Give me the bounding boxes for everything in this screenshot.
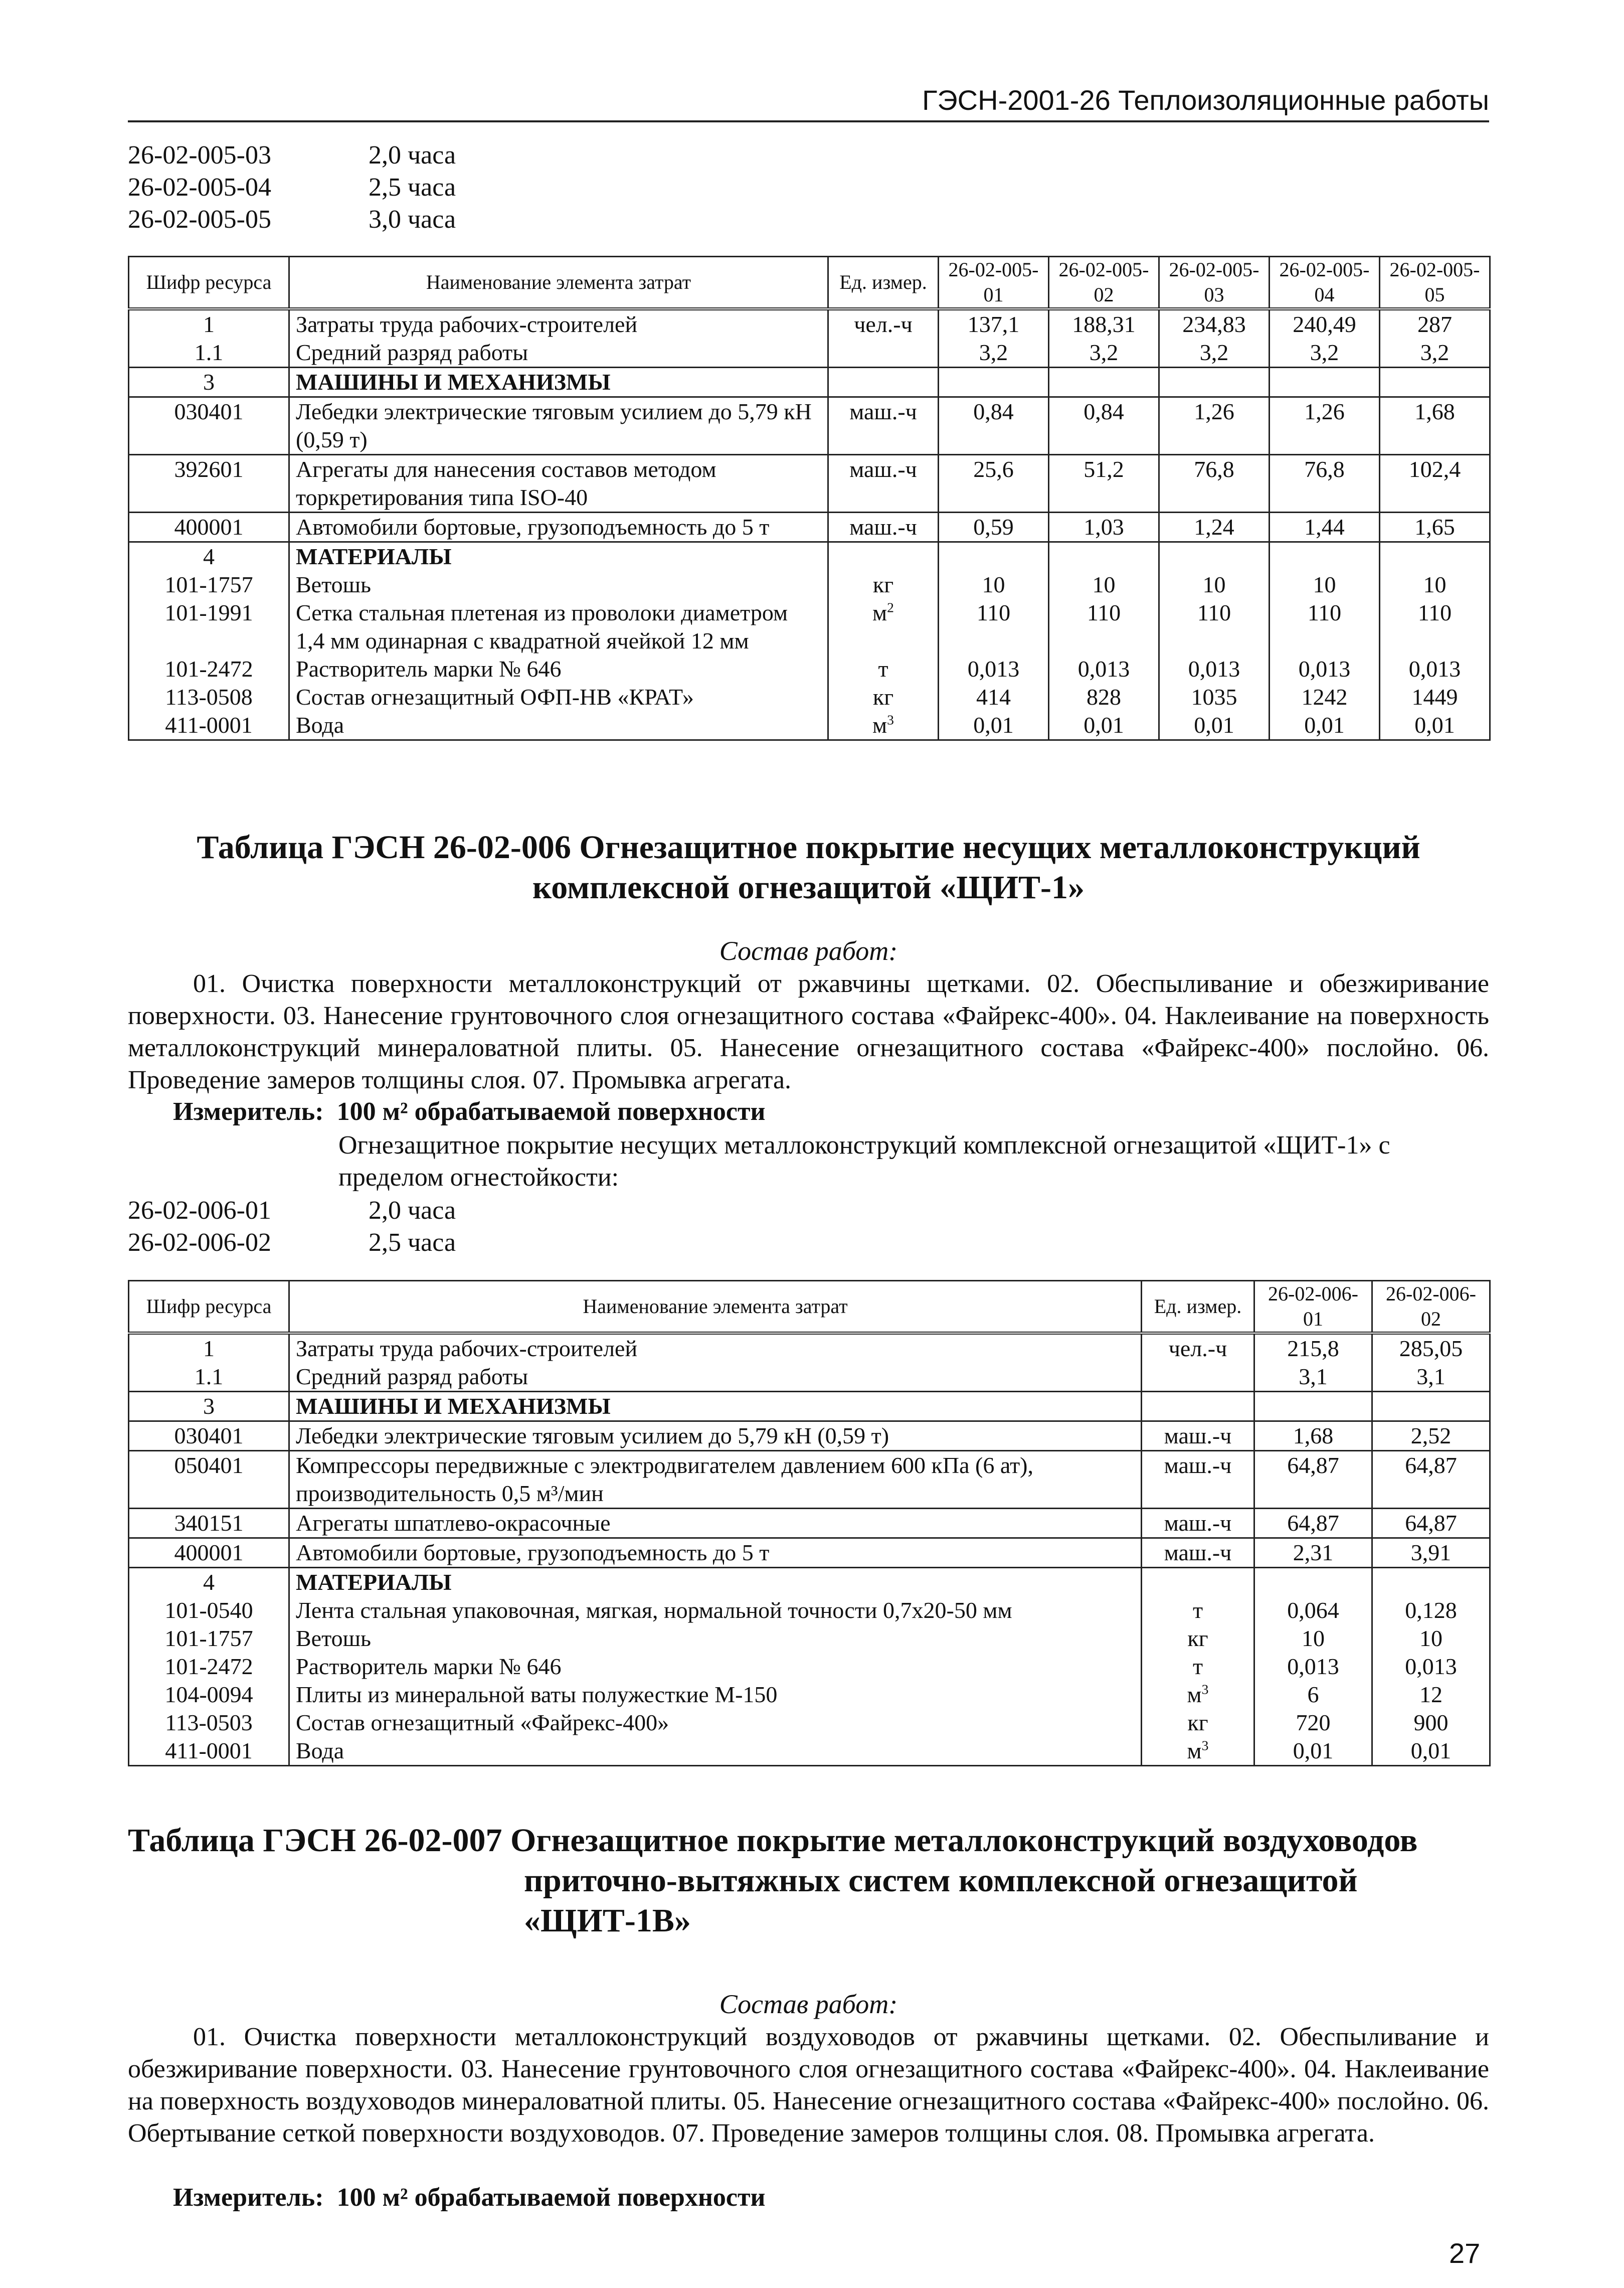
resource-code: 101-1757 (129, 571, 289, 599)
resource-code: 3 (129, 368, 289, 397)
table-row (129, 1451, 1490, 1509)
resource-unit: маш.-ч (1142, 1538, 1254, 1568)
resource-code: 113-0503 (129, 1709, 289, 1737)
resource-value: 1,68 (1380, 397, 1490, 455)
resource-value: 215,8 (1254, 1333, 1372, 1363)
table-body (129, 1333, 1490, 1766)
measure-value: 100 м² обрабатываемой поверхности (336, 1097, 766, 1126)
resource-table-26-02-005 (128, 256, 1491, 741)
resource-name: МАТЕРИАЛЫ (289, 1568, 1142, 1597)
sostav-text: 01. Очистка поверхности металлоконструкций от ржавчины щетками. 02. Обеспыливание и обезжиривание поверхности. 03. Нанесение грунтовочного слоя огнезащитного состава «Файрекс-400». 04. Наклеивание на поверхность металлоконструкций минераловатной плиты. 05. Нанесение огнезащитного состава «Файрекс-400» послойно. 06. Проведение замеров толщины слоя. 07. Промывка агрегата. (128, 969, 1489, 1094)
resource-value (1380, 368, 1490, 397)
resource-value: 110 (1159, 599, 1270, 655)
col-header: Шифр ресурса (129, 257, 289, 309)
col-header: Наименование элемента затрат (289, 257, 828, 309)
resource-code: 101-2472 (129, 655, 289, 683)
resource-code: 113-0508 (129, 683, 289, 711)
resource-code: 104-0094 (129, 1681, 289, 1709)
col-header: Наименование элемента затрат (289, 1281, 1142, 1334)
col-header: 26-02-005-05 (1380, 257, 1490, 309)
col-header: 26-02-006-01 (1254, 1281, 1372, 1334)
resource-code: 050401 (129, 1451, 289, 1509)
resource-value (1270, 368, 1380, 397)
resource-unit: чел.-ч (828, 309, 939, 339)
resource-unit: т (1142, 1596, 1254, 1624)
table-row (129, 309, 1490, 339)
table-row (129, 513, 1490, 542)
resource-value: 1,44 (1270, 513, 1380, 542)
resource-value: 0,84 (1049, 397, 1159, 455)
resource-value: 110 (1270, 599, 1380, 655)
measure-label: Измеритель: (173, 1097, 324, 1126)
resource-value: 2,52 (1372, 1421, 1490, 1451)
resource-code: 392601 (129, 455, 289, 513)
page-number: 27 (1449, 2237, 1481, 2269)
resource-value: 110 (939, 599, 1049, 655)
resource-unit (828, 542, 939, 571)
resource-name: Автомобили бортовые, грузоподъемность до 5 т (289, 1538, 1142, 1568)
table-row (129, 655, 1490, 683)
resource-value: 1449 (1380, 683, 1490, 711)
table-description: Огнезащитное покрытие несущих металлоконструкций комплексной огнезащитой «ЩИТ-1» с пределом огнестойкости: (338, 1131, 1390, 1192)
resource-unit: $м^3$ (1142, 1681, 1254, 1709)
table-row (129, 339, 1490, 368)
col-header: Ед. измер. (828, 257, 939, 309)
resource-unit: кг (1142, 1709, 1254, 1737)
resource-value: 234,83 (1159, 309, 1270, 339)
table-title-26-02-007: Таблица ГЭСН 26-02-007 Огнезащитное покрытие металлоконструкций воздуховодов (128, 1822, 1418, 1859)
resource-value (939, 542, 1049, 571)
table-row (129, 1421, 1490, 1451)
resource-unit (828, 339, 939, 368)
resource-value (1159, 368, 1270, 397)
resource-unit: маш.-ч (828, 455, 939, 513)
resource-value: 0,013 (1380, 655, 1490, 683)
resource-value: 1,68 (1254, 1421, 1372, 1451)
table-title-26-02-006: Таблица ГЭСН 26-02-006 Огнезащитное покрытие несущих металлоконструкций комплексной огнезащитой «ЩИТ-1» (197, 829, 1420, 906)
resource-unit: кг (1142, 1624, 1254, 1653)
resource-unit (1142, 1363, 1254, 1392)
resource-unit: т (828, 655, 939, 683)
resource-name: Вода (289, 1737, 1142, 1766)
resource-name: Плиты из минеральной ваты полужесткие М-150 (289, 1681, 1142, 1709)
resource-name: МАШИНЫ И МЕХАНИЗМЫ (289, 1392, 1142, 1421)
resource-code: 030401 (129, 397, 289, 455)
resource-code: 101-2472 (129, 1653, 289, 1681)
resource-name: Агрегаты шпатлево-окрасочные (289, 1509, 1142, 1538)
resource-value: 240,49 (1270, 309, 1380, 339)
table-row (129, 1596, 1490, 1624)
resource-unit: $м^3$ (828, 711, 939, 740)
resource-value: 0,013 (1270, 655, 1380, 683)
resource-value: 12 (1372, 1681, 1490, 1709)
resource-value: 64,87 (1372, 1451, 1490, 1509)
resource-code: 400001 (129, 513, 289, 542)
resource-name: МАШИНЫ И МЕХАНИЗМЫ (289, 368, 828, 397)
resource-value: 828 (1049, 683, 1159, 711)
resource-value: 0,013 (1159, 655, 1270, 683)
resource-name: Ветошь (289, 1624, 1142, 1653)
resource-value: 110 (1380, 599, 1490, 655)
table-title-line3: «ЩИТ-1В» (524, 1902, 691, 1939)
col-header: Шифр ресурса (129, 1281, 289, 1334)
resource-value: 188,31 (1049, 309, 1159, 339)
resource-value: 76,8 (1159, 455, 1270, 513)
table-row (129, 1737, 1490, 1766)
resource-code: 101-1991 (129, 599, 289, 655)
resource-value: 102,4 (1380, 455, 1490, 513)
resource-value: 285,05 (1372, 1333, 1490, 1363)
resource-name: Растворитель марки № 646 (289, 655, 828, 683)
resource-code: 1 (129, 1333, 289, 1363)
table-row (129, 1653, 1490, 1681)
resource-value: 1,24 (1159, 513, 1270, 542)
table-row (129, 1568, 1490, 1597)
resource-value (1254, 1568, 1372, 1597)
resource-value: 51,2 (1049, 455, 1159, 513)
resource-value: 3,1 (1372, 1363, 1490, 1392)
resource-code: 340151 (129, 1509, 289, 1538)
resource-code: 030401 (129, 1421, 289, 1451)
resource-value (1049, 542, 1159, 571)
resource-value: 0,013 (1254, 1653, 1372, 1681)
resource-value: 0,01 (1254, 1737, 1372, 1766)
resource-value: 10 (1372, 1624, 1490, 1653)
resource-unit: маш.-ч (1142, 1509, 1254, 1538)
resource-unit: $м^2$ (828, 599, 939, 655)
resource-table-26-02-006 (128, 1280, 1491, 1766)
sostav-label: Состав работ: (719, 1989, 898, 2019)
resource-value: 3,2 (939, 339, 1049, 368)
resource-name: Состав огнезащитный ОФП-НВ «КРАТ» (289, 683, 828, 711)
resource-unit: кг (828, 571, 939, 599)
resource-unit (828, 368, 939, 397)
resource-value (1049, 368, 1159, 397)
resource-unit: маш.-ч (828, 513, 939, 542)
resource-code: 4 (129, 1568, 289, 1597)
col-header: Ед. измер. (1142, 1281, 1254, 1334)
resource-value: 0,128 (1372, 1596, 1490, 1624)
resource-value (1372, 1392, 1490, 1421)
table-row (129, 571, 1490, 599)
resource-name: Затраты труда рабочих-строителей (289, 1333, 1142, 1363)
resource-value: 64,87 (1254, 1509, 1372, 1538)
table-row (129, 368, 1490, 397)
resource-name: Затраты труда рабочих-строителей (289, 309, 828, 339)
param-row: 26-02-006-01 2,0 часа (128, 1196, 456, 1225)
resource-code: 400001 (129, 1538, 289, 1568)
resource-value: 0,013 (939, 655, 1049, 683)
resource-value (1372, 1568, 1490, 1597)
resource-unit: кг (828, 683, 939, 711)
resource-value: 0,59 (939, 513, 1049, 542)
resource-value: 76,8 (1270, 455, 1380, 513)
resource-code: 1 (129, 309, 289, 339)
resource-value: 64,87 (1372, 1509, 1490, 1538)
resource-name: Сетка стальная плетеная из проволоки диаметром 1,4 мм одинарная с квадратной ячейкой 12 мм (289, 599, 828, 655)
resource-code: 4 (129, 542, 289, 571)
resource-value: 1035 (1159, 683, 1270, 711)
resource-value: 720 (1254, 1709, 1372, 1737)
table-row (129, 397, 1490, 455)
resource-value: 0,01 (1380, 711, 1490, 740)
resource-unit: маш.-ч (828, 397, 939, 455)
resource-name: Лента стальная упаковочная, мягкая, нормальной точности 0,7х20-50 мм (289, 1596, 1142, 1624)
table-row (129, 1392, 1490, 1421)
table-row (129, 455, 1490, 513)
table-row (129, 1333, 1490, 1363)
resource-code: 101-1757 (129, 1624, 289, 1653)
col-header: 26-02-005-03 (1159, 257, 1270, 309)
resource-value (939, 368, 1049, 397)
resource-unit: $м^3$ (1142, 1737, 1254, 1766)
col-header: 26-02-005-01 (939, 257, 1049, 309)
table-row (129, 1709, 1490, 1737)
sostav-text: 01. Очистка поверхности металлоконструкций воздуховодов от ржавчины щетками. 02. Обеспыливание и обезжиривание поверхности. 03. Нанесение грунтовочного слоя огнезащитного состава «Файрекс-400». 04. Наклеивание на поверхность воздуховодов минераловатной плиты. 05. Нанесение огнезащитного состава «Файрекс-400» послойно. 06. Обертывание сеткой поверхности воздуховодов. 07. Проведение замеров толщины слоя. 08. Промывка агрегата. (128, 2023, 1489, 2148)
resource-code: 1.1 (129, 339, 289, 368)
top-params (128, 139, 456, 236)
resource-value: 0,01 (1270, 711, 1380, 740)
resource-code: 101-0540 (129, 1596, 289, 1624)
resource-name: Агрегаты для нанесения составов методом торкретирования типа ISO-40 (289, 455, 828, 513)
col-header: 26-02-005-04 (1270, 257, 1380, 309)
table-row (129, 599, 1490, 655)
resource-value: 0,01 (1159, 711, 1270, 740)
resource-value: 25,6 (939, 455, 1049, 513)
resource-name: Автомобили бортовые, грузоподъемность до 5 т (289, 513, 828, 542)
resource-name: Средний разряд работы (289, 1363, 1142, 1392)
resource-value: 1,03 (1049, 513, 1159, 542)
resource-name: Состав огнезащитный «Файрекс-400» (289, 1709, 1142, 1737)
resource-value: 287 (1380, 309, 1490, 339)
resource-value: 3,91 (1372, 1538, 1490, 1568)
resource-code: 411-0001 (129, 1737, 289, 1766)
resource-value: 900 (1372, 1709, 1490, 1737)
resource-value: 10 (1049, 571, 1159, 599)
resource-value: 10 (1380, 571, 1490, 599)
resource-unit: маш.-ч (1142, 1451, 1254, 1509)
resource-value: 0,013 (1049, 655, 1159, 683)
table-row (129, 542, 1490, 571)
resource-unit (1142, 1392, 1254, 1421)
resource-unit (1142, 1568, 1254, 1597)
resource-value: 64,87 (1254, 1451, 1372, 1509)
resource-code: 3 (129, 1392, 289, 1421)
resource-value (1254, 1392, 1372, 1421)
header-title: ГЭСН-2001-26 Теплоизоляционные работы (922, 84, 1489, 116)
resource-value: 110 (1049, 599, 1159, 655)
resource-value: 2,31 (1254, 1538, 1372, 1568)
resource-value: 3,2 (1159, 339, 1270, 368)
resource-value: 0,01 (939, 711, 1049, 740)
resource-value: 0,84 (939, 397, 1049, 455)
resource-name: Средний разряд работы (289, 339, 828, 368)
table-row (129, 683, 1490, 711)
resource-value (1380, 542, 1490, 571)
resource-name: Компрессоры передвижные с электродвигателем давлением 600 кПа (6 ат), производительность 0,5 м³/мин (289, 1451, 1142, 1509)
table-row (129, 1363, 1490, 1392)
resource-value (1270, 542, 1380, 571)
measure-line (173, 1096, 766, 1128)
resource-value (1159, 542, 1270, 571)
measure-value: 100 м² обрабатываемой поверхности (336, 2183, 766, 2212)
param-row: 26-02-005-04 2,5 часа (128, 173, 456, 202)
param-row: 26-02-006-02 2,5 часа (128, 1228, 456, 1257)
sostav-label: Состав работ: (719, 936, 898, 966)
col-header: 26-02-005-02 (1049, 257, 1159, 309)
resource-name: МАТЕРИАЛЫ (289, 542, 828, 571)
resource-value: 0,01 (1049, 711, 1159, 740)
resource-unit: т (1142, 1653, 1254, 1681)
measure-line (173, 2182, 766, 2214)
resource-value: 1242 (1270, 683, 1380, 711)
resource-value: 414 (939, 683, 1049, 711)
resource-name: Растворитель марки № 646 (289, 1653, 1142, 1681)
table-row (129, 1509, 1490, 1538)
resource-value: 0,01 (1372, 1737, 1490, 1766)
resource-unit: чел.-ч (1142, 1333, 1254, 1363)
resource-value: 3,2 (1270, 339, 1380, 368)
resource-name: Вода (289, 711, 828, 740)
table-row (129, 711, 1490, 740)
resource-value: 3,1 (1254, 1363, 1372, 1392)
resource-value: 1,26 (1270, 397, 1380, 455)
running-header (128, 75, 1489, 122)
measure-label: Измеритель: (173, 2183, 324, 2212)
resource-code: 1.1 (129, 1363, 289, 1392)
resource-value: 1,26 (1159, 397, 1270, 455)
section2-params (128, 1195, 456, 1259)
param-row: 26-02-005-03 2,0 часа (128, 141, 456, 170)
resource-value: 1,65 (1380, 513, 1490, 542)
resource-name: Лебедки электрические тяговым усилием до 5,79 кН (0,59 т) (289, 1421, 1142, 1451)
table-row (129, 1538, 1490, 1568)
param-row: 26-02-005-05 3,0 часа (128, 205, 456, 234)
resource-value: 137,1 (939, 309, 1049, 339)
resource-value: 10 (939, 571, 1049, 599)
table-title-line2: приточно-вытяжных систем комплексной огнезащитой (524, 1862, 1358, 1899)
resource-value: 10 (1270, 571, 1380, 599)
resource-code: 411-0001 (129, 711, 289, 740)
resource-value: 6 (1254, 1681, 1372, 1709)
resource-value: 3,2 (1049, 339, 1159, 368)
resource-unit: маш.-ч (1142, 1421, 1254, 1451)
table-row (129, 1681, 1490, 1709)
col-header: 26-02-006-02 (1372, 1281, 1490, 1334)
resource-name: Ветошь (289, 571, 828, 599)
resource-value: 3,2 (1380, 339, 1490, 368)
resource-name: Лебедки электрические тяговым усилием до 5,79 кН (0,59 т) (289, 397, 828, 455)
resource-value: 10 (1254, 1624, 1372, 1653)
table-row (129, 1624, 1490, 1653)
resource-value: 10 (1159, 571, 1270, 599)
table-body (129, 309, 1490, 740)
resource-value: 0,064 (1254, 1596, 1372, 1624)
resource-value: 0,013 (1372, 1653, 1490, 1681)
